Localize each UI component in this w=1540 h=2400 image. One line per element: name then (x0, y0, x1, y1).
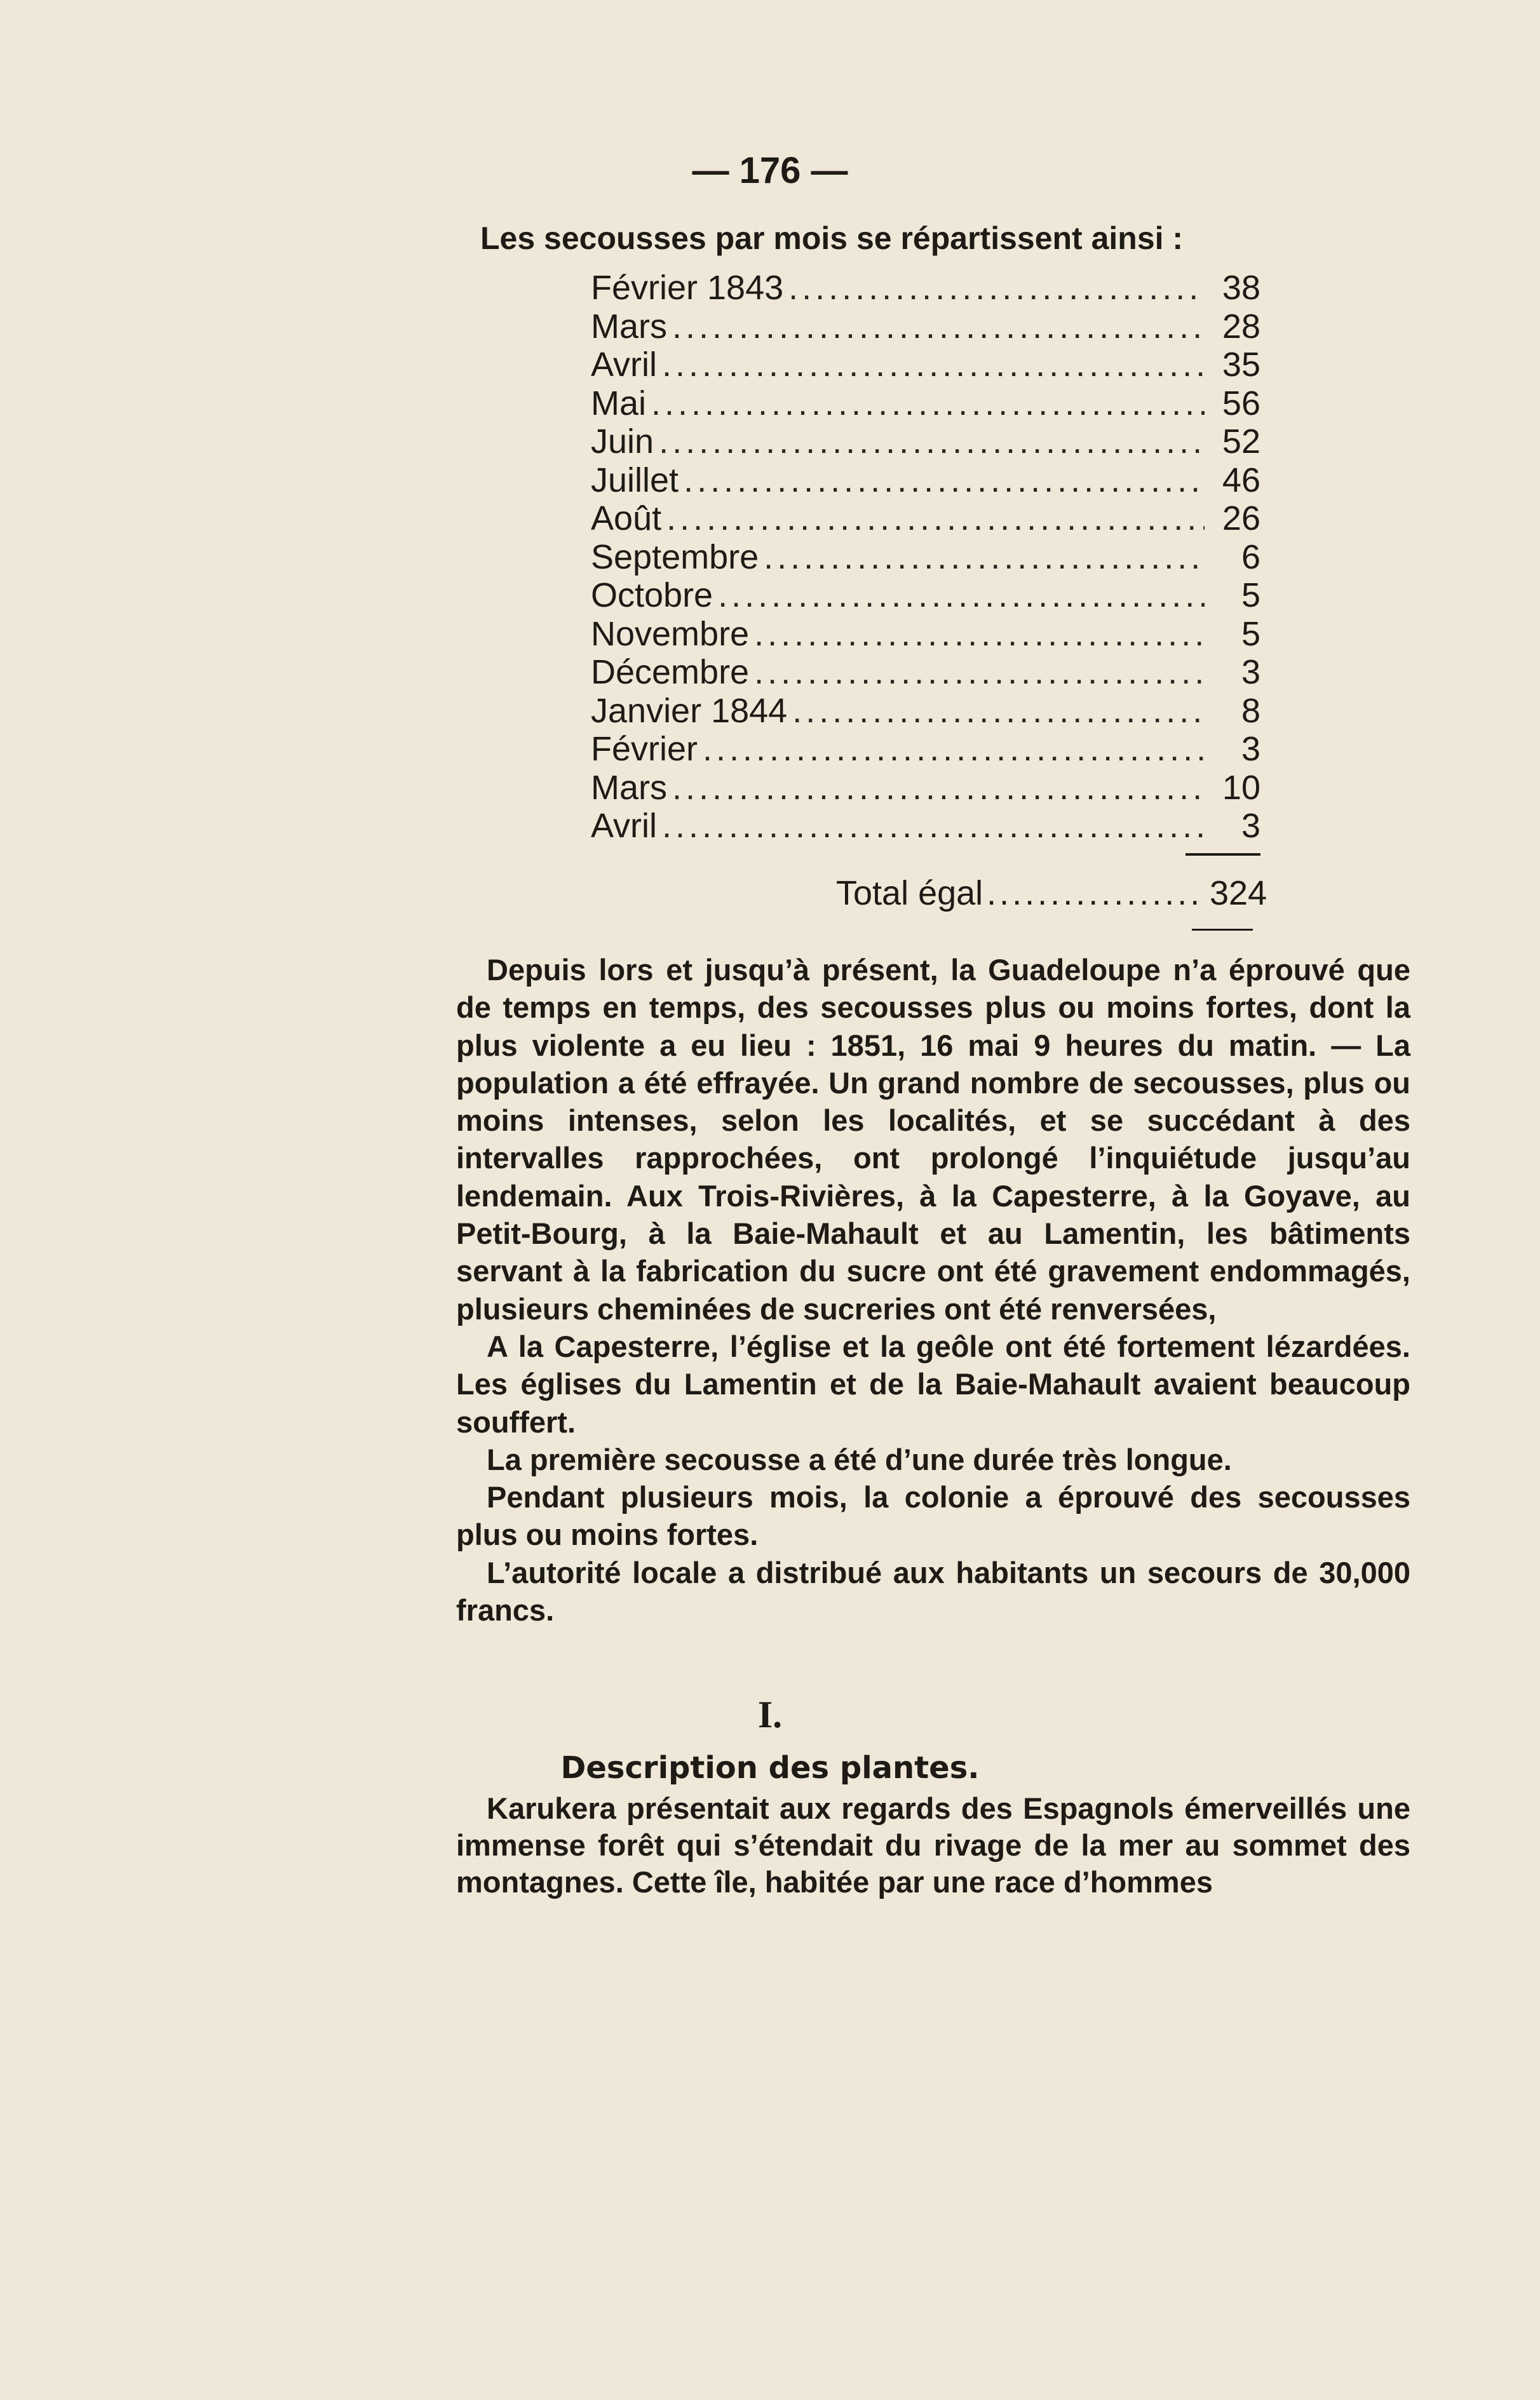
total-row (836, 873, 1267, 913)
leader-dots (662, 806, 1205, 846)
total-label: Total égal (836, 874, 983, 912)
table-row (591, 461, 1260, 499)
table-row (591, 307, 1260, 346)
table-row (591, 345, 1260, 384)
leader-dots (672, 768, 1205, 807)
shock-count: 52 (1222, 422, 1260, 461)
table-row (591, 384, 1260, 422)
paragraph: A la Capesterre, l’église et la geôle ont été fortement lézardées. Les églises du Lamentin et de la Baie-Mahault avaient beaucoup souffert. (456, 1329, 1410, 1439)
leader-dots (703, 729, 1205, 769)
total-rule-top (1185, 853, 1260, 856)
page-number: — 176 — (692, 150, 848, 191)
month-label: Août (591, 499, 662, 537)
month-label: Novembre (591, 614, 750, 653)
shock-count: 5 (1241, 614, 1260, 653)
month-label: Avril (591, 807, 658, 845)
month-label: Février 1843 (591, 269, 784, 307)
table-row (591, 537, 1260, 576)
month-label: Décembre (591, 653, 750, 691)
leader-dots (662, 345, 1205, 384)
leader-dots (987, 873, 1206, 913)
shock-count: 35 (1222, 346, 1260, 384)
total-value: 324 (1210, 874, 1267, 912)
table-row (591, 614, 1260, 653)
shock-count: 3 (1241, 653, 1260, 691)
month-label: Janvier 1844 (591, 691, 788, 730)
section-numeral: I. (757, 1694, 783, 1736)
leader-dots (684, 461, 1205, 500)
paragraph: Depuis lors et jusqu’à présent, la Guadeloupe n’a éprouvé que de temps en temps, des secousses plus ou moins fortes, dont la plus violente a eu lieu : 1851, 16 mai 9 heures du matin. — La population a été effrayée. Un grand nombre de secousses, plus ou moins intenses, selon les localités, et se succédant à des intervalles rapprochées, ont prolongé l’inquiétude jusqu’au lendemain. Aux Trois-Rivières, à la Capesterre, à la Goyave, au Petit-Bourg, à la Baie-Mahault et au Lamentin, les bâtiments servant à la fabrication du sucre ont été gravement endommagés, plusieurs cheminées de sucreries ont été renversées, (456, 953, 1410, 1326)
leader-dots (659, 422, 1205, 461)
table-row (591, 576, 1260, 614)
shock-count: 26 (1222, 499, 1260, 537)
month-label: Février (591, 730, 698, 768)
shock-count: 10 (1222, 768, 1260, 807)
leader-dots (754, 614, 1205, 654)
section-text (456, 1790, 1410, 1901)
table-row (591, 768, 1260, 807)
total-rule-bottom (1192, 929, 1253, 931)
shock-count: 38 (1222, 269, 1260, 307)
shock-count: 28 (1222, 307, 1260, 346)
shock-count: 8 (1241, 691, 1260, 730)
month-label: Juin (591, 422, 654, 461)
table-row (591, 806, 1260, 845)
paragraph: Pendant plusieurs mois, la colonie a éprouvé des secousses plus ou moins fortes. (456, 1480, 1410, 1552)
section-title: Description des plantes. (560, 1750, 980, 1786)
shock-count: 56 (1222, 384, 1260, 422)
table-row (591, 422, 1260, 461)
leader-dots (666, 499, 1205, 538)
month-label: Mars (591, 307, 667, 346)
table-row (591, 268, 1260, 307)
shock-count: 5 (1241, 576, 1260, 614)
table-row (591, 652, 1260, 691)
month-label: Avril (591, 346, 658, 384)
month-label: Septembre (591, 537, 759, 576)
month-label: Juillet (591, 461, 679, 499)
leader-dots (718, 576, 1205, 615)
table-row (591, 729, 1260, 768)
leader-dots (792, 691, 1205, 731)
leader-dots (672, 307, 1205, 346)
shock-count: 3 (1241, 807, 1260, 845)
leader-dots (754, 652, 1205, 692)
leader-dots (651, 384, 1205, 423)
paragraph: Karukera présentait aux regards des Espagnols émerveillés une immense forêt qui s’étendait du rivage de la mer au sommet des montagnes. Cette île, habitée par une race d’hommes (456, 1791, 1410, 1899)
leader-dots (788, 268, 1205, 307)
month-label: Mai (591, 384, 647, 422)
table-row (591, 691, 1260, 730)
shock-count: 3 (1241, 730, 1260, 768)
table-intro: Les secousses par mois se répartissent ainsi : (480, 220, 1184, 256)
table-row (591, 499, 1260, 537)
month-label: Mars (591, 768, 667, 807)
shock-count: 46 (1222, 461, 1260, 499)
shock-count: 6 (1241, 537, 1260, 576)
leader-dots (764, 537, 1205, 577)
monthly-shocks-table (591, 268, 1260, 845)
paragraph: La première secousse a été d’une durée très longue. (487, 1442, 1232, 1476)
main-text (456, 951, 1410, 1629)
month-label: Octobre (591, 576, 713, 614)
paragraph: L’autorité locale a distribué aux habitants un secours de 30,000 francs. (456, 1555, 1410, 1628)
